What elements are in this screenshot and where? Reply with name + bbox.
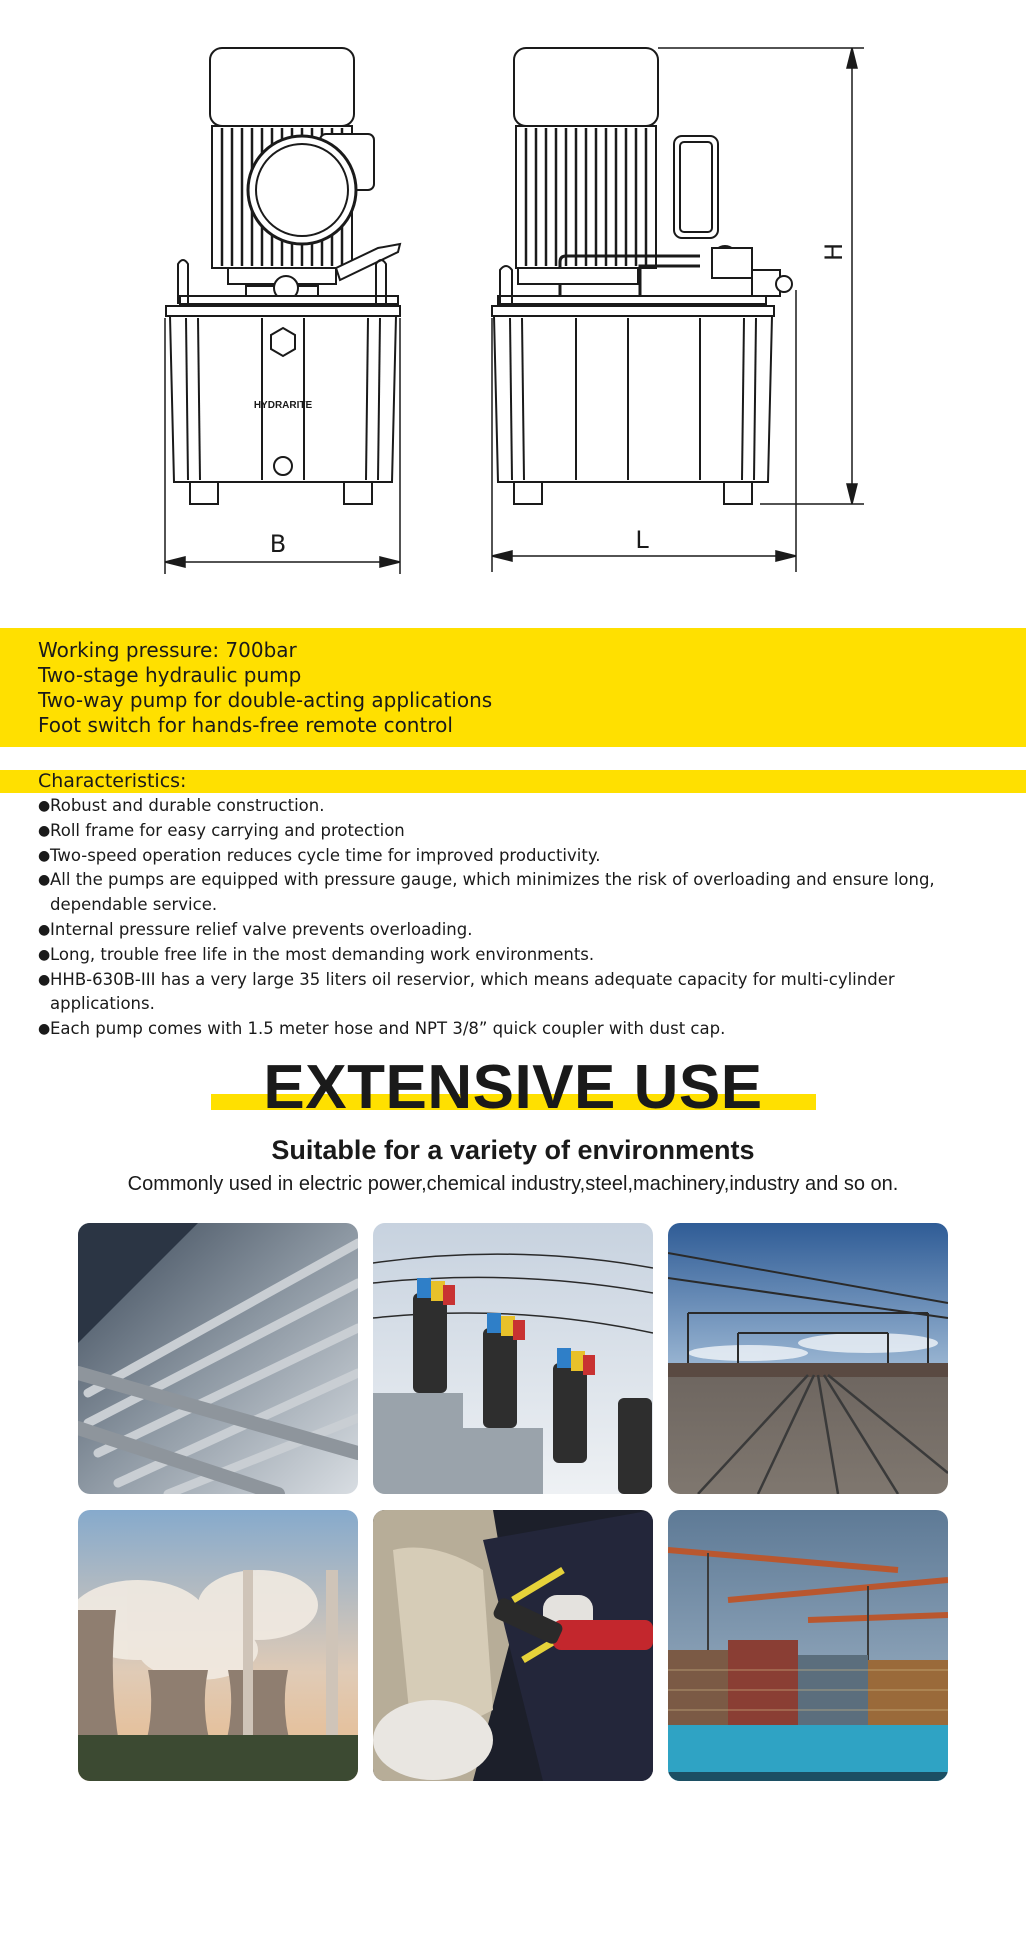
photo-pipelines — [78, 1223, 358, 1494]
pump-front-view — [166, 48, 400, 504]
characteristic-item: ● Each pump comes with 1.5 meter hose and NPT 3/8” quick coupler with dust cap. — [38, 1017, 998, 1042]
characteristic-item: ● Internal pressure relief valve prevents overloading. — [38, 918, 998, 943]
characteristics-list — [38, 794, 998, 1042]
characteristic-item: ● Roll frame for easy carrying and protection — [38, 819, 998, 844]
spec-item: Two-way pump for double-acting applications — [38, 688, 493, 712]
extensive-use-subtitle: Suitable for a variety of environments — [271, 1135, 755, 1165]
photo-container-port-cranes — [668, 1510, 948, 1781]
pump-side-view — [492, 48, 792, 504]
photo-rescue-hydraulic-cutter — [373, 1510, 653, 1781]
photo-railway-tracks — [668, 1223, 948, 1494]
dimension-l-label: L — [635, 526, 649, 554]
photo-power-plant-cooling-towers — [78, 1510, 358, 1781]
characteristic-item: ● Long, trouble free life in the most demanding work environments. — [38, 943, 998, 968]
dimension-h-label: H — [820, 242, 848, 262]
extensive-use-title: EXTENSIVE USE — [263, 1053, 763, 1122]
spec-item: Two-stage hydraulic pump — [38, 663, 302, 687]
photo-electrical-insulators — [373, 1223, 653, 1494]
dimension-b-label: B — [269, 530, 287, 558]
specs-list — [38, 638, 492, 738]
spec-item: Foot switch for hands-free remote control — [38, 713, 453, 737]
characteristic-item: ● HHB-630B-III has a very large 35 liters oil reservior, which means adequate capacity for multi-cylinder applications. — [38, 968, 998, 1018]
characteristic-item: ● Robust and durable construction. — [38, 794, 998, 819]
extensive-use-description: Commonly used in electric power,chemical industry,steel,machinery,industry and so on. — [127, 1173, 899, 1195]
characteristics-title: Characteristics: — [38, 770, 187, 792]
spec-item: Working pressure: 700bar — [38, 638, 297, 662]
characteristic-item: ● All the pumps are equipped with pressure gauge, which minimizes the risk of overloading and ensure long, dependable service. — [38, 868, 998, 918]
pump-technical-drawing — [0, 0, 1026, 600]
characteristic-item: ● Two-speed operation reduces cycle time for improved productivity. — [38, 844, 998, 869]
brand-label: HYDRARITE — [253, 400, 313, 411]
